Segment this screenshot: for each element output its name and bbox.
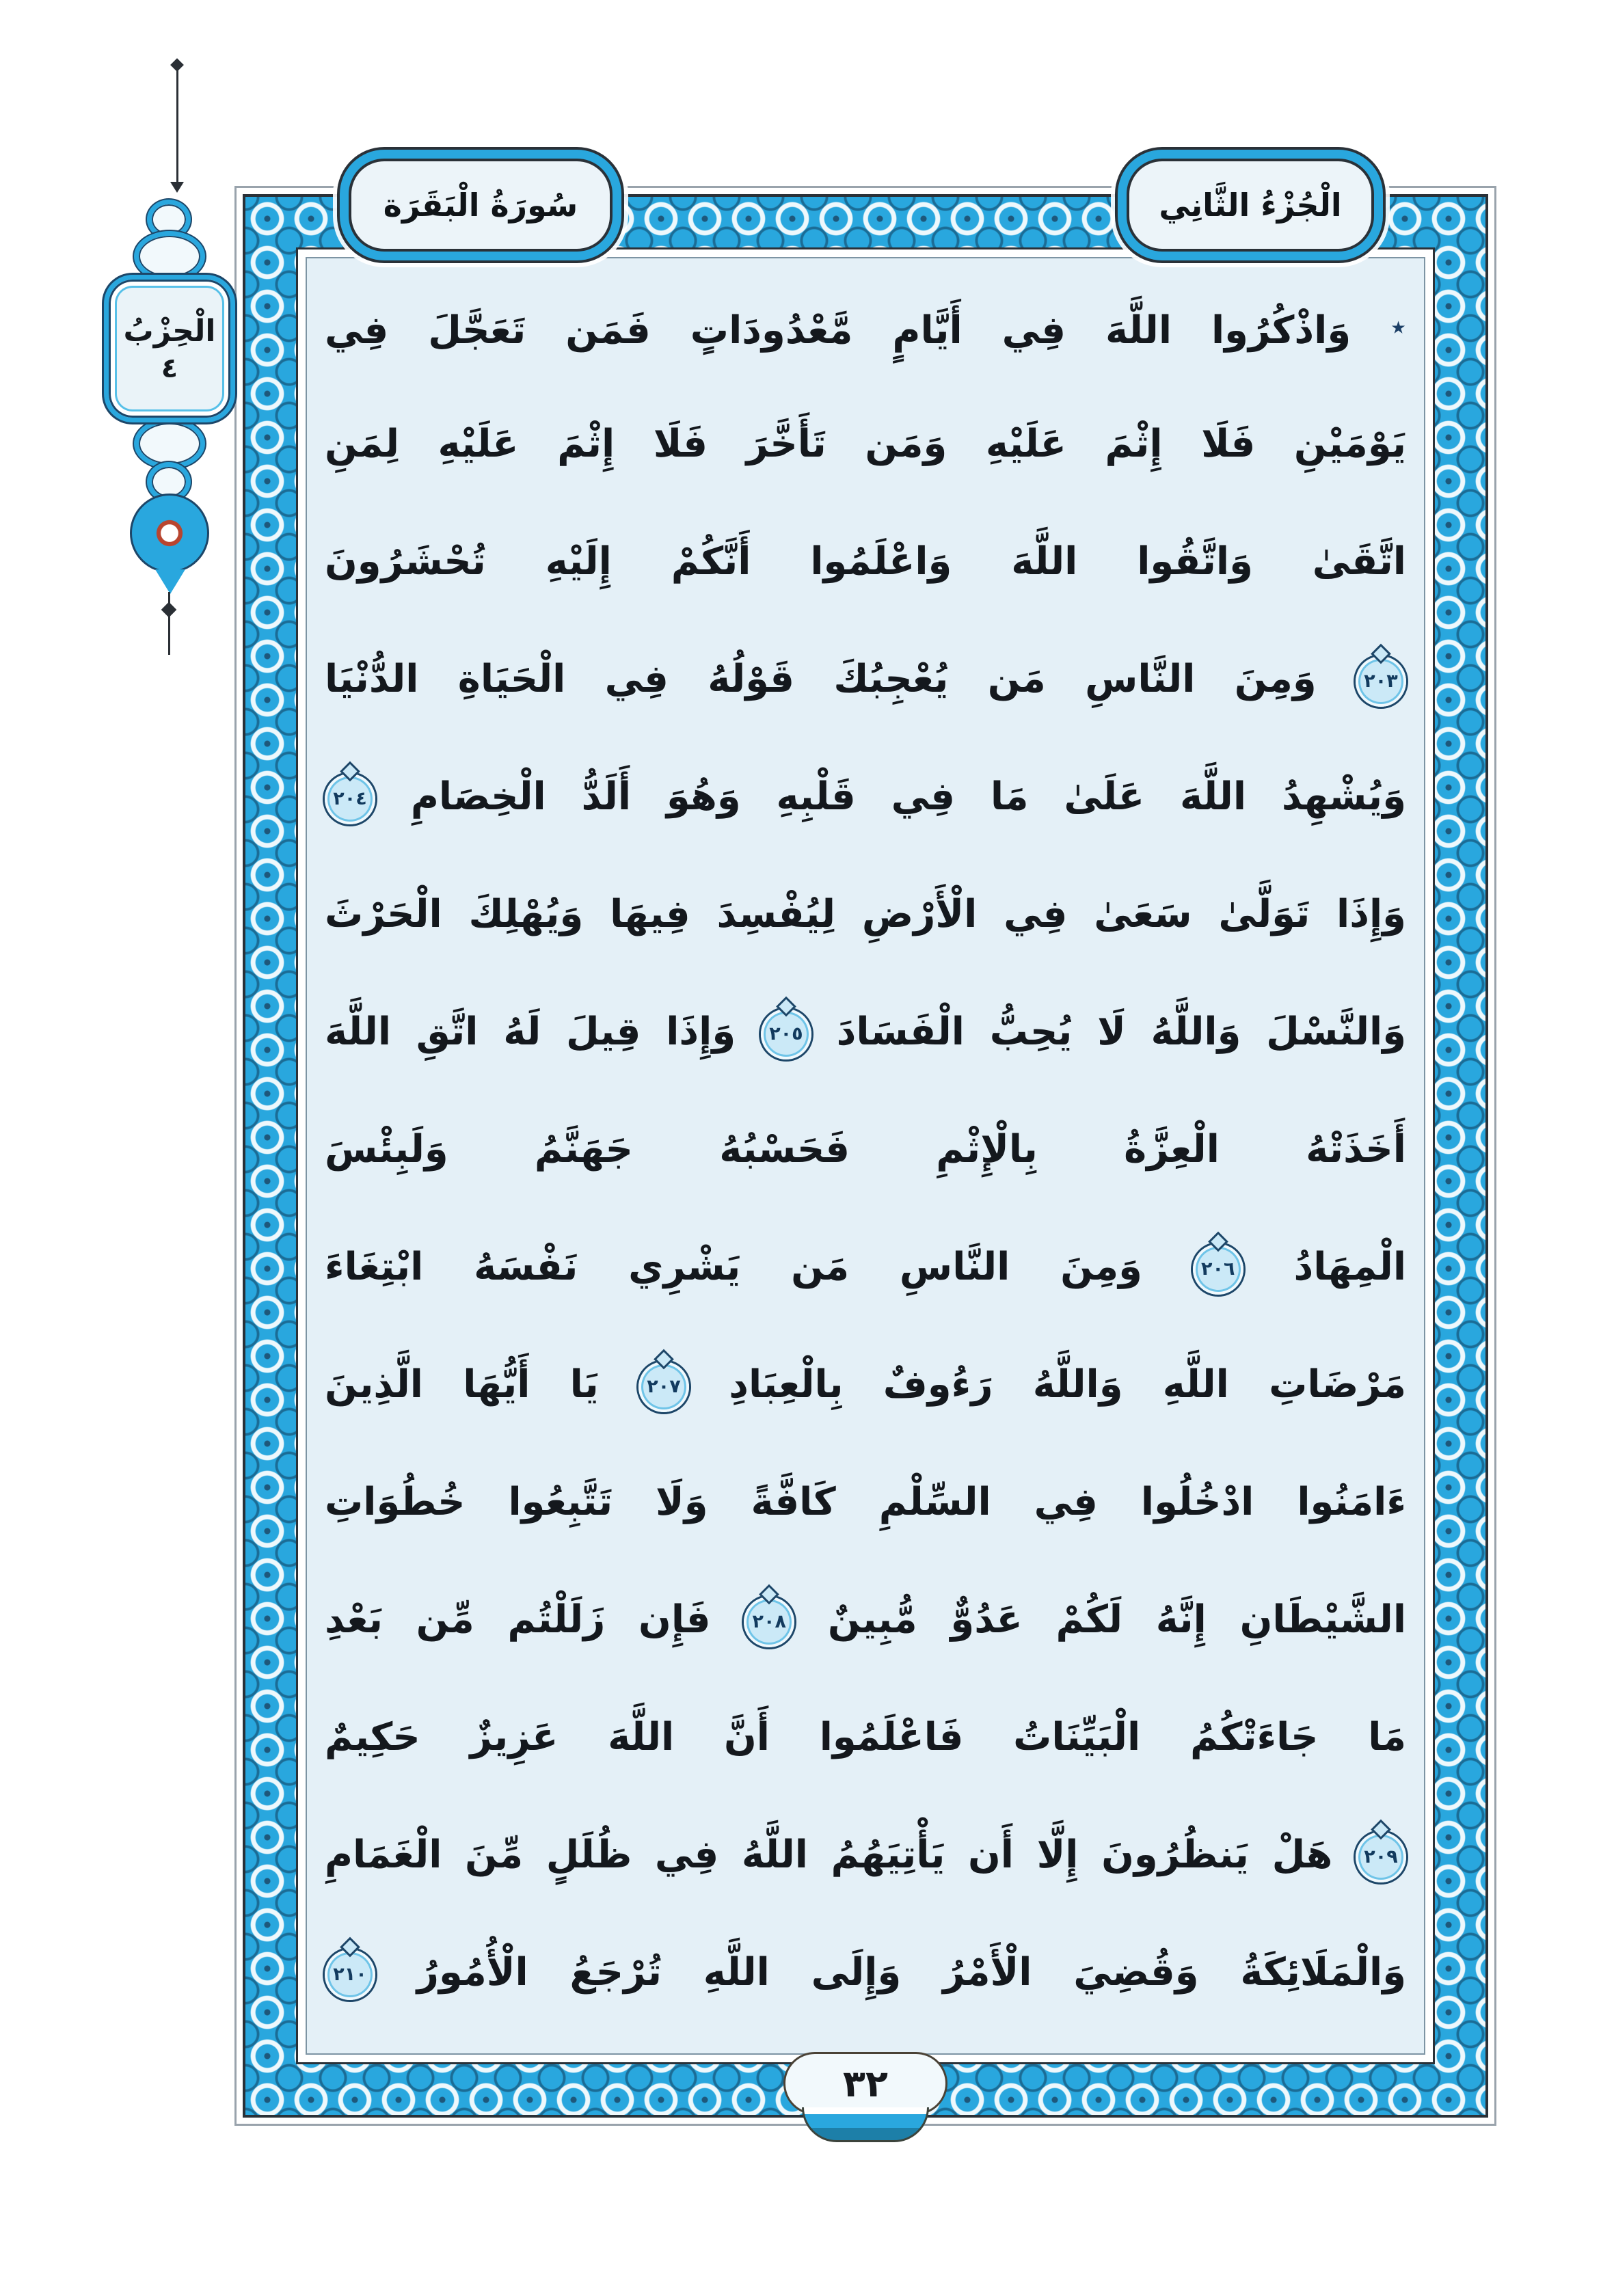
ayah-text: وَيُشْهِدُ اللَّهَ عَلَىٰ مَا فِي قَلْبِهِ وَهُوَ أَلَدُّ الْخِصَامِ [410, 774, 1407, 819]
quran-line [325, 1914, 1406, 2031]
verse-number-marker [744, 1597, 794, 1647]
ayah-text: وَالنَّسْلَ وَاللَّهُ لَا يُحِبُّ الْفَسَادَ [836, 1010, 1407, 1054]
quran-line [325, 1444, 1406, 1561]
ayah-text: اتَّقَىٰ وَاتَّقُوا اللَّهَ وَاعْلَمُوا أَنَّكُمْ إِلَيْهِ تُحْشَرُونَ [325, 539, 1406, 584]
ayah-text: هَلْ يَنظُرُونَ إِلَّا أَن يَأْتِيَهُمُ اللَّهُ فِي ظُلَلٍ مِّنَ الْغَمَامِ [325, 1833, 1333, 1877]
quran-line [325, 738, 1406, 856]
verse-number-marker [1193, 1244, 1243, 1295]
ayah-text: أَخَذَتْهُ الْعِزَّةُ بِالْإِثْمِ فَحَسْبُهُ جَهَنَّمُ وَلَبِئْسَ [325, 1127, 1406, 1172]
ornament-palmette-icon [130, 494, 209, 573]
quran-line [325, 621, 1406, 738]
verse-number: ٢١٠ [333, 1964, 367, 1986]
verse-number: ٢٠٩ [1364, 1846, 1398, 1868]
verse-number-marker [325, 774, 375, 824]
ayah-text: وَإِذَا قِيلَ لَهُ اتَّقِ اللَّهَ [325, 1010, 736, 1054]
hizb-label: الْحِزْبُ [123, 313, 216, 349]
quran-line [325, 973, 1406, 1091]
ayah-text: وَالْمَلَائِكَةُ وَقُضِيَ الْأَمْرُ وَإِلَى اللَّهِ تُرْجَعُ الْأُمُورُ [416, 1950, 1406, 1995]
surah-name-tab [349, 159, 613, 252]
ayah-text: مَرْضَاتِ اللَّهِ وَاللَّهُ رَءُوفٌ بِالْعِبَادِ [729, 1362, 1406, 1407]
ayah-text: ءَامَنُوا ادْخُلُوا فِي السِّلْمِ كَافَّةً وَلَا تَتَّبِعُوا خُطُوَاتِ [325, 1480, 1406, 1524]
quran-text-area [306, 257, 1425, 2055]
quran-line [325, 503, 1406, 621]
ayah-text: الْمِهَادُ [1293, 1245, 1407, 1289]
ornamental-frame [243, 194, 1488, 2118]
quran-line [325, 1326, 1406, 1444]
rub-el-hizb-icon: ٭ [1390, 310, 1406, 343]
ornament-finial-bottom-icon [168, 592, 170, 655]
ornament-finial-top-icon [176, 66, 178, 189]
ornament-knot-icon [134, 418, 205, 469]
hizb-number: ٤ [161, 352, 178, 384]
quran-line [325, 1561, 1406, 1679]
quran-line [325, 268, 1406, 386]
ayah-text: وَمِنَ النَّاسِ مَن يَشْرِي نَفْسَهُ ابْتِغَاءَ [325, 1245, 1142, 1289]
verse-number-marker [1356, 1832, 1406, 1882]
verse-number-marker [1356, 656, 1406, 707]
verse-number: ٢٠٥ [769, 1023, 803, 1045]
juz-name-label: الْجُزْءُ الثَّانِي [1159, 187, 1342, 224]
verse-number: ٢٠٣ [1364, 671, 1398, 692]
quran-line [325, 1796, 1406, 1914]
ayah-text: الشَّيْطَانِ إِنَّهُ لَكُمْ عَدُوٌّ مُّبِينٌ [827, 1597, 1407, 1642]
verse-number-marker [325, 1949, 375, 2000]
juz-name-tab [1127, 159, 1374, 252]
verse-number-marker [638, 1362, 689, 1412]
ayah-text: وَمِنَ النَّاسِ مَن يُعْجِبُكَ قَوْلُهُ فِي الْحَيَاةِ الدُّنْيَا [325, 657, 1317, 701]
quran-line [325, 856, 1406, 973]
verse-number: ٢٠٨ [752, 1611, 786, 1633]
quran-line [325, 1208, 1406, 1326]
quran-line [325, 1679, 1406, 1796]
page-number-tab [783, 2052, 947, 2115]
ayah-text: وَاذْكُرُوا اللَّهَ فِي أَيَّامٍ مَّعْدُودَاتٍ فَمَن تَعَجَّلَ فِي [325, 308, 1351, 353]
verse-number: ٢٠٦ [1201, 1258, 1235, 1280]
verse-number-marker [761, 1009, 811, 1059]
ayah-text: يَوْمَيْنِ فَلَا إِثْمَ عَلَيْهِ وَمَن تَأَخَّرَ فَلَا إِثْمَ عَلَيْهِ لِمَنِ [325, 422, 1406, 466]
verse-number: ٢٠٧ [647, 1376, 681, 1398]
ornament-knot-icon [134, 231, 205, 282]
quran-line [325, 386, 1406, 503]
ayah-text: وَإِذَا تَوَلَّىٰ سَعَىٰ فِي الْأَرْضِ لِيُفْسِدَ فِيهَا وَيُهْلِكَ الْحَرْثَ [325, 892, 1406, 936]
hizb-medallion [104, 275, 235, 422]
ayah-text: مَا جَاءَتْكُمُ الْبَيِّنَاتُ فَاعْلَمُوا أَنَّ اللَّهَ عَزِيزٌ حَكِيمٌ [325, 1715, 1406, 1759]
verse-number: ٢٠٤ [333, 788, 367, 810]
ayah-text: فَإِن زَلَلْتُم مِّن بَعْدِ [325, 1597, 711, 1642]
page-number-label: ٣٢ [843, 2062, 888, 2105]
quran-line [325, 1091, 1406, 1208]
ayah-text: يَا أَيُّهَا الَّذِينَ [325, 1362, 599, 1407]
surah-name-label: سُورَةُ الْبَقَرَة [383, 187, 578, 224]
frame-inner-gap [296, 247, 1435, 2064]
